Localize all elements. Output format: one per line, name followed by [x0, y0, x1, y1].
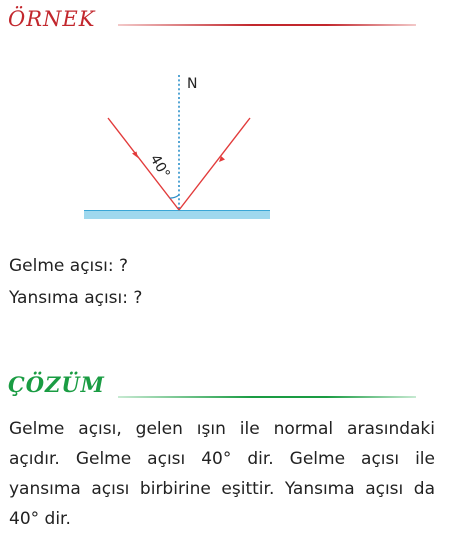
reflected-ray	[179, 118, 250, 210]
solution-heading-rule	[118, 396, 416, 398]
mirror-surface	[84, 210, 270, 219]
solution-heading: ÇÖZÜM	[8, 372, 105, 397]
normal-label: N	[187, 76, 198, 92]
angle-arc	[170, 195, 179, 198]
angle-label: 40°	[146, 152, 173, 182]
incidence-question: Gelme açısı: ?	[9, 256, 128, 276]
reflection-question: Yansıma açısı: ?	[9, 288, 143, 308]
solution-text: Gelme açısı, gelen ışın ile normal arasındaki açıdır. Gelme açısı 40° dir. Gelme açısı ile yansıma açısı birbirine eşittir. Yansıma açısı da 40° dir.	[9, 419, 435, 529]
example-heading: ÖRNEK	[8, 7, 96, 31]
incident-ray-arrow	[132, 152, 138, 159]
